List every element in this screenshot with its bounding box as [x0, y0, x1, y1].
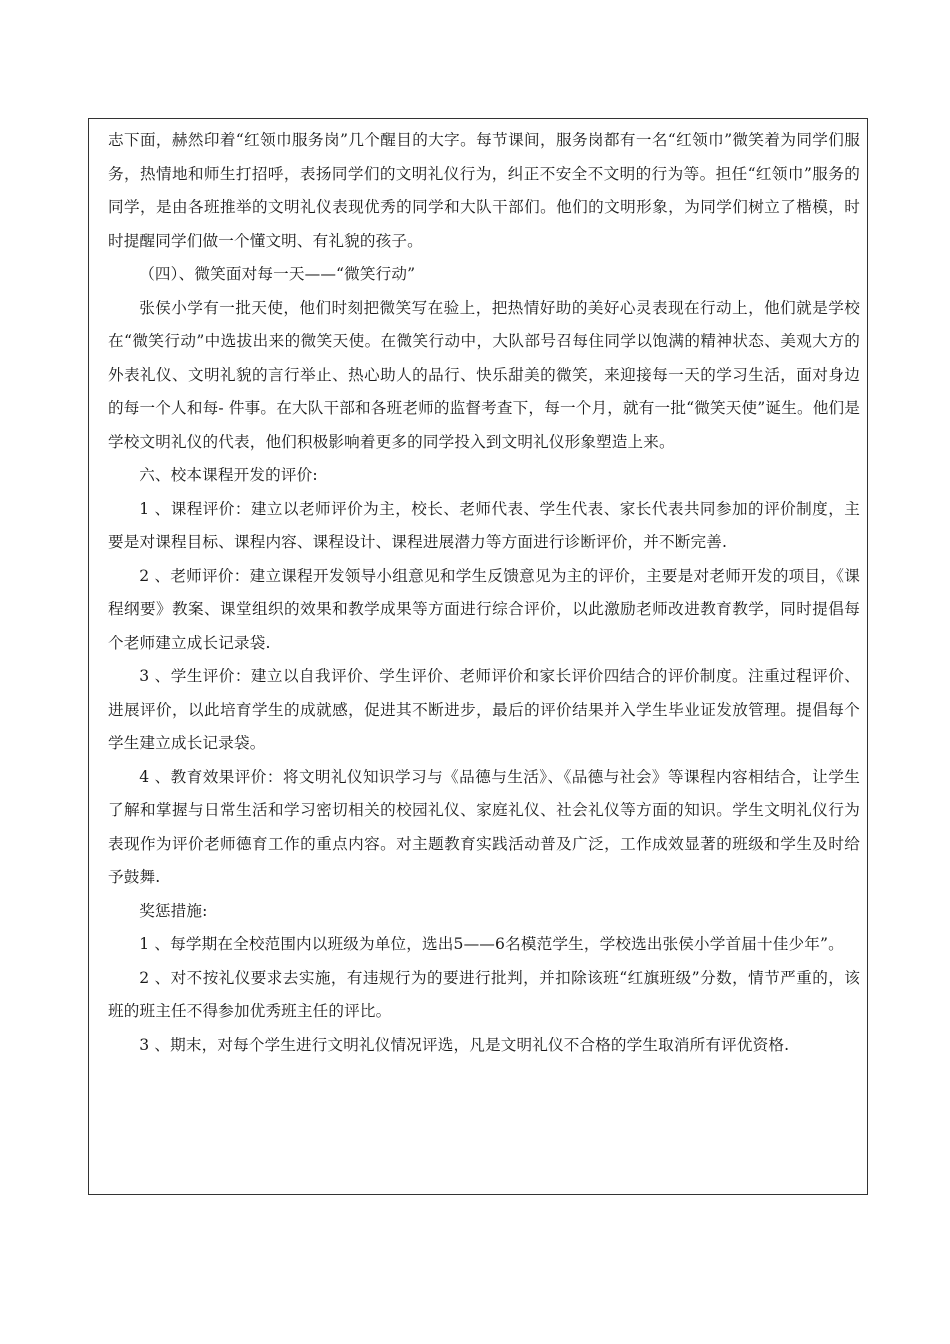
paragraph-reward-1: 1 、每学期在全校范围内以班级为单位，选出5——6名模范学生，学校选出张侯小学首届十佳少年”。 [139, 935, 844, 953]
paragraph-continuation: 志下面，赫然印着“红领巾服务岗”几个醒目的大字。每节课间，服务岗都有一名“红领巾”微笑着为同学们服务，热情地和师生打招呼，表扬同学们的文明礼仪行为，纠正不安全不文明的行为等。担任“红领巾”服务的同学，是由各班推举的文明礼仪表现优秀的同学和大队干部们。他们的文明形象，为同学们树立了楷模，时时提醒同学们做一个懂文明、有礼貌的孩子。 [108, 131, 860, 250]
paragraph-term-evaluation-3: 3 、期末，对每个学生进行文明礼仪情况评选，凡是文明礼仪不合格的学生取消所有评优资格. [139, 1035, 790, 1054]
paragraph-course-evaluation: 1 、课程评价：建立以老师评价为主，校长、老师代表、学生代表、家长代表共同参加的评价制度，主要是对课程目标、课程内容、课程设计、课程进展潜力等方面进行诊断评价，并不断完善. [108, 499, 860, 551]
paragraph-smile-angels: 张侯小学有一批天使，他们时刻把微笑写在验上，把热情好助的美好心灵表现在行动上，他们就是学校在“微笑行动”中选拔出来的微笑天使。在微笑行动中，大队部号召每住同学以饱满的精神状态、美观大方的外表礼仪、文明礼貌的言行举止、热心助人的品行、快乐甜美的微笑，来迎接每一天的学习生活，面对身边的每一个人和每- 件事。在大队干部和各班老师的监督考查下，每一个月，就有一批“微笑天使”诞生。他们是学校文明礼仪的代表，他们积极影响着更多的同学投入到文明礼仪形象塑造上来。 [108, 298, 860, 451]
paragraph-penalty-2: 2 、对不按礼仪要求去实施，有违规行为的要进行批判，并扣除该班“红旗班级”分数，情节严重的，该班的班主任不得参加优秀班主任的评比。 [108, 968, 860, 1020]
paragraph-teacher-evaluation: 2 、老师评价：建立课程开发领导小组意见和学生反馈意见为主的评价，主要是对老师开发的项目，《课程纲要》教案、课堂组织的效果和教学成果等方面进行综合评价，以此激励老师改进教育教学，同时提倡每个老师建立成长记录袋. [108, 566, 860, 652]
document-body [108, 124, 860, 1062]
section-heading-evaluation: 六、校本课程开发的评价: [139, 466, 318, 484]
section-heading-rewards-penalties: 奖惩措施: [139, 901, 208, 920]
paragraph-student-evaluation: 3 、学生评价：建立以自我评价、学生评价、老师评价和家长评价四结合的评价制度。注重过程评价、进展评价，以此培育学生的成就感，促进其不断进步，最后的评价结果并入学生毕业证发放管理。提倡每个学生建立成长记录袋。 [108, 667, 860, 752]
section-heading-smile-action: （四）、微笑面对每一天——“微笑行动” [139, 265, 416, 283]
paragraph-education-effect-evaluation: 4 、教育效果评价：将文明礼仪知识学习与《品德与生活》、《品德与社会》等课程内容相结合，让学生了解和掌握与日常生活和学习密切相关的校园礼仪、家庭礼仪、社会礼仪等方面的知识。学生文明礼仪行为表现作为评价老师德育工作的重点内容。对主题教育实践活动普及广泛，工作成效显著的班级和学生及时给予鼓舞. [108, 767, 860, 886]
